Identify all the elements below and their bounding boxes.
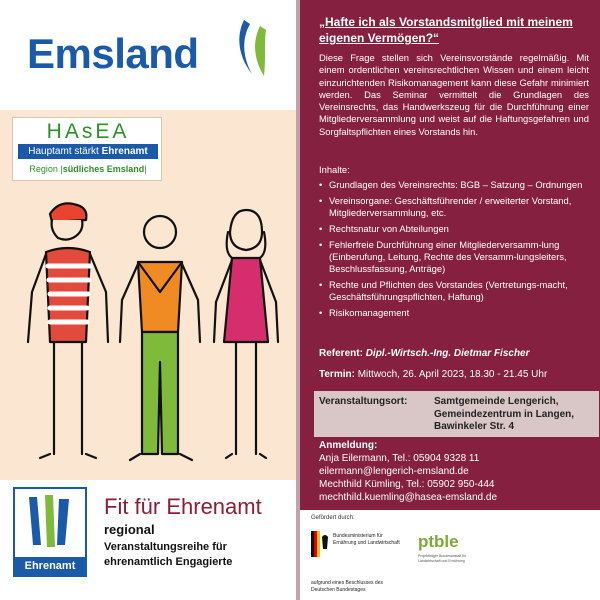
list-item: • Fehlerfreie Durchführung einer Mitgliederversamm-lung (Einberufung, Leitung, Rechte des Versamm-lungsleiters, Beschlussfassung, Anträge) xyxy=(319,239,591,275)
people-illustration xyxy=(10,192,290,472)
venue-label: Veranstaltungsort: xyxy=(319,396,408,407)
fit-subtitle: regional xyxy=(104,522,155,537)
contact-email-link[interactable]: eilermann@lengerich-emsland.de xyxy=(319,466,469,477)
bmel-text: Bundesministerium für Ernährung und Landwirtschaft xyxy=(333,533,400,546)
list-item: • Risikomanagement xyxy=(319,307,591,319)
venue-line: Samtgemeinde Lengerich, xyxy=(434,396,559,407)
ptble-wordmark: ptble xyxy=(418,532,459,551)
funding-section xyxy=(300,510,600,600)
funding-label: Gefördert durch: xyxy=(311,515,355,521)
contact-line: Anja Eilermann, Tel.: 05904 9328 11 xyxy=(319,453,480,464)
hasea-tagline xyxy=(18,144,158,159)
venue-line: Gemeindezentrum in Langen, xyxy=(434,408,575,420)
seminar-intro: Diese Frage stellen sich Vereinsvorstände regelmäßig. Mit einem ordentlichen vereinsrechtlichen Wissen und einem leicht einzurichtenden Risikomanagement kann diese Gefahr minimiert werden. Das Seminar vermittelt die Grundlagen des Vereinsrechts, das Handwerkszeug für die Durchführung einer Mitgliederversammlung und weist auf die Haftungsgefahren und Sorgfaltspflichten eines Vorstands hin. xyxy=(319,52,589,137)
fit-description: Veranstaltungsreihe für ehrenamtlich Engagierte xyxy=(104,541,233,568)
bmel-logo xyxy=(311,527,401,577)
hasea-wordmark: HAsEA xyxy=(46,120,130,143)
inhalte-label: Inhalte: xyxy=(319,164,350,175)
hasea-logo xyxy=(12,117,162,181)
venue-line: Bawinkeler Str. 4 xyxy=(434,421,515,432)
list-item: • Grundlagen des Vereinsrechts: BGB – Satzung – Ordnungen xyxy=(319,179,591,191)
ehrenamt-logo xyxy=(13,487,87,577)
contact-line: Mechthild Kümling, Tel.: 05902 950-444 xyxy=(319,479,495,490)
ptble-subtext: Projektträger Bundesanstalt für Landwirtschaft und Ernährung xyxy=(418,554,467,563)
federal-eagle-icon xyxy=(311,531,329,557)
ehrenamt-logo-label: Ehrenamt xyxy=(15,557,85,575)
venue-address xyxy=(434,396,594,434)
ehrenamt-leaf-icon xyxy=(15,489,85,559)
right-panel xyxy=(300,0,600,510)
list-item: • Rechte und Pflichten des Vorstandes (Vertretungs-macht, Geschäftsführungspflichten, Haftung) xyxy=(319,279,591,303)
hasea-tagline-part1: Hauptamt stärkt xyxy=(28,146,99,157)
hasea-tagline-part2: Ehrenamt xyxy=(101,146,148,157)
referent-label: Referent: xyxy=(319,348,363,359)
hasea-region-label: Region xyxy=(29,164,58,174)
referent-name: Dipl.-Wirtsch.-Ing. Dietmar Fischer xyxy=(365,348,530,359)
termin-value: Mittwoch, 26. April 2023, 18.30 - 21.45 Uhr xyxy=(357,369,548,380)
inhalte-list xyxy=(319,179,591,323)
emsland-logo-text: Emsland xyxy=(27,30,199,77)
list-item: • Rechtsnatur von Abteilungen xyxy=(319,223,591,235)
anmeldung-label: Anmeldung: xyxy=(319,440,378,451)
figure-middle xyxy=(120,216,200,460)
bundestag-text: aufgrund eines Beschlusses des Deutschen Bundestages xyxy=(311,580,383,593)
fit-title: Fit für Ehrenamt xyxy=(104,494,262,519)
termin-label: Termin: xyxy=(319,369,355,380)
contact-email-link[interactable]: mechthild.kuemling@hasea-emsland.de xyxy=(319,492,498,503)
hasea-region: Region |südliches Emsland| xyxy=(29,164,147,174)
ptble-logo xyxy=(418,532,478,572)
seminar-title: „Hafte ich als Vorstandsmitglied mit meinem eigenen Vermögen?“ xyxy=(319,15,573,45)
hasea-region-name: südliches Emsland xyxy=(62,164,145,174)
figure-right xyxy=(214,210,278,458)
emsland-leaf-icon xyxy=(232,16,272,80)
termin xyxy=(319,369,547,380)
referent xyxy=(319,348,530,359)
figure-left xyxy=(28,203,108,458)
list-item: • Vereinsorgane: Geschäftsführender / erweiterter Vorstand, Mitgliederversammlung, etc. xyxy=(319,195,591,219)
venue-box xyxy=(314,391,599,437)
